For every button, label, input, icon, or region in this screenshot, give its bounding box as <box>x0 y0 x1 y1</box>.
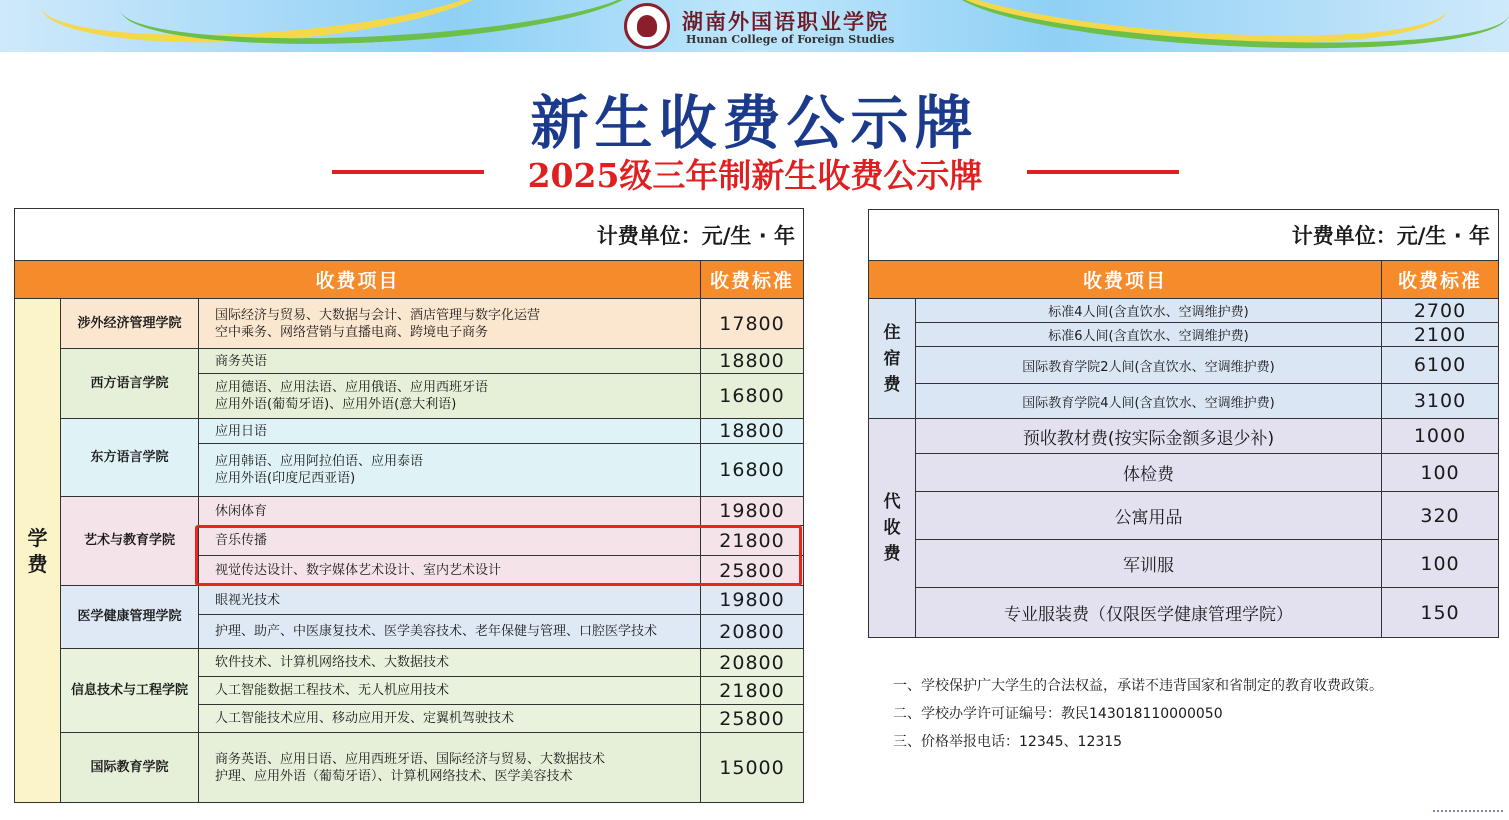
fee-value: 25800 <box>701 705 804 733</box>
major-list: 音乐传播 <box>199 526 701 556</box>
table-row <box>869 347 1499 384</box>
fee-value: 20800 <box>701 649 804 677</box>
table-row <box>15 299 804 349</box>
school-name-en: Hunan College of Foreign Studies <box>686 33 895 46</box>
major-list: 护理、助产、中医康复技术、医学美容技术、老年保健与管理、口腔医学技术 <box>199 615 701 649</box>
fee-item: 国际教育学院4人间(含直饮水、空调维护费) <box>916 384 1382 419</box>
table-row <box>15 733 804 803</box>
fee-value: 18800 <box>701 419 804 444</box>
major-list: 商务英语、应用日语、应用西班牙语、国际经济与贸易、大数据技术 护理、应用外语（葡萄牙语）、计算机网络技术、医学美容技术 <box>199 733 701 803</box>
table-row <box>869 384 1499 419</box>
fee-item: 标准4人间(含直饮水、空调维护费) <box>916 299 1382 323</box>
major-list: 视觉传达设计、数字媒体艺术设计、室内艺术设计 <box>199 556 701 586</box>
unit-label: 计费单位：元/生 · 年 <box>869 210 1499 261</box>
column-header-fee: 收费标准 <box>1382 261 1499 299</box>
table-row <box>869 454 1499 492</box>
major-list: 应用德语、应用法语、应用俄语、应用西班牙语 应用外语(葡萄牙语)、应用外语(意大利语) <box>199 374 701 419</box>
column-header-item: 收费项目 <box>15 261 701 299</box>
major-list: 应用韩语、应用阿拉伯语、应用泰语 应用外语(印度尼西亚语) <box>199 444 701 497</box>
table-row <box>15 649 804 677</box>
major-list: 商务英语 <box>199 349 701 374</box>
fee-value: 15000 <box>701 733 804 803</box>
table-row <box>15 349 804 374</box>
table-row <box>869 540 1499 588</box>
category-label: 住 宿 费 <box>869 299 916 419</box>
fee-value: 2100 <box>1382 323 1499 347</box>
banner-swoosh <box>947 0 1509 52</box>
college-name: 东方语言学院 <box>61 419 199 497</box>
fee-value: 25800 <box>701 556 804 586</box>
table-row <box>869 299 1499 323</box>
page-subtitle: 2025级三年制新生收费公示牌 <box>527 156 983 195</box>
fee-item: 体检费 <box>916 454 1382 492</box>
category-label: 学 费 <box>15 299 61 803</box>
fee-value: 20800 <box>701 615 804 649</box>
fee-value: 150 <box>1382 588 1499 638</box>
fee-value: 19800 <box>701 586 804 615</box>
fee-item: 公寓用品 <box>916 492 1382 540</box>
unit-label: 计费单位：元/生 · 年 <box>15 209 804 261</box>
subtitle-rule-left <box>332 170 484 174</box>
fee-value: 320 <box>1382 492 1499 540</box>
page-title: 新生收费公示牌 <box>530 89 979 157</box>
college-name: 医学健康管理学院 <box>61 586 199 649</box>
fee-item: 军训服 <box>916 540 1382 588</box>
school-logo-icon <box>624 3 670 49</box>
major-list: 软件技术、计算机网络技术、大数据技术 <box>199 649 701 677</box>
fee-value: 21800 <box>701 526 804 556</box>
college-name: 涉外经济管理学院 <box>61 299 199 349</box>
college-name: 国际教育学院 <box>61 733 199 803</box>
major-list: 休闲体育 <box>199 497 701 526</box>
fee-value: 2700 <box>1382 299 1499 323</box>
notes <box>893 672 1383 756</box>
fee-value: 100 <box>1382 454 1499 492</box>
fee-value: 100 <box>1382 540 1499 588</box>
school-name-cn: 湖南外国语职业学院 <box>682 9 889 34</box>
college-name: 信息技术与工程学院 <box>61 649 199 733</box>
column-header-item: 收费项目 <box>869 261 1382 299</box>
tuition-table <box>14 208 804 803</box>
note-item: 三、价格举报电话：12345、12315 <box>893 734 1123 750</box>
table-row <box>15 586 804 615</box>
college-name: 西方语言学院 <box>61 349 199 419</box>
corner-decoration <box>1433 810 1503 818</box>
subtitle-rule-right <box>1027 170 1179 174</box>
table-row <box>869 323 1499 347</box>
major-list: 人工智能数据工程技术、无人机应用技术 <box>199 677 701 705</box>
fee-item: 预收教材费(按实际金额多退少补) <box>916 419 1382 454</box>
fee-value: 16800 <box>701 374 804 419</box>
table-row <box>869 419 1499 454</box>
fee-value: 3100 <box>1382 384 1499 419</box>
fee-item: 标准6人间(含直饮水、空调维护费) <box>916 323 1382 347</box>
table-row <box>15 419 804 444</box>
fee-value: 6100 <box>1382 347 1499 384</box>
table-row <box>869 588 1499 638</box>
header-banner <box>0 0 1509 52</box>
column-header-fee: 收费标准 <box>701 261 804 299</box>
major-list: 国际经济与贸易、大数据与会计、酒店管理与数字化运营 空中乘务、网络营销与直播电商、跨境电子商务 <box>199 299 701 349</box>
fees-table <box>868 209 1499 638</box>
note-item: 一、学校保护广大学生的合法权益，承诺不违背国家和省制定的教育收费政策。 <box>893 678 1383 694</box>
fee-value: 19800 <box>701 497 804 526</box>
category-label: 代 收 费 <box>869 419 916 638</box>
fee-value: 16800 <box>701 444 804 497</box>
fee-value: 17800 <box>701 299 804 349</box>
fee-item: 专业服装费（仅限医学健康管理学院） <box>916 588 1382 638</box>
college-name: 艺术与教育学院 <box>61 497 199 586</box>
fee-value: 21800 <box>701 677 804 705</box>
fee-value: 1000 <box>1382 419 1499 454</box>
table-row <box>15 497 804 526</box>
note-item: 二、学校办学许可证编号：教民143018110000050 <box>893 706 1223 722</box>
major-list: 眼视光技术 <box>199 586 701 615</box>
major-list: 人工智能技术应用、移动应用开发、定翼机驾驶技术 <box>199 705 701 733</box>
banner-swoosh <box>118 0 642 52</box>
fee-value: 18800 <box>701 349 804 374</box>
fee-item: 国际教育学院2人间(含直饮水、空调维护费) <box>916 347 1382 384</box>
table-row <box>869 492 1499 540</box>
major-list: 应用日语 <box>199 419 701 444</box>
